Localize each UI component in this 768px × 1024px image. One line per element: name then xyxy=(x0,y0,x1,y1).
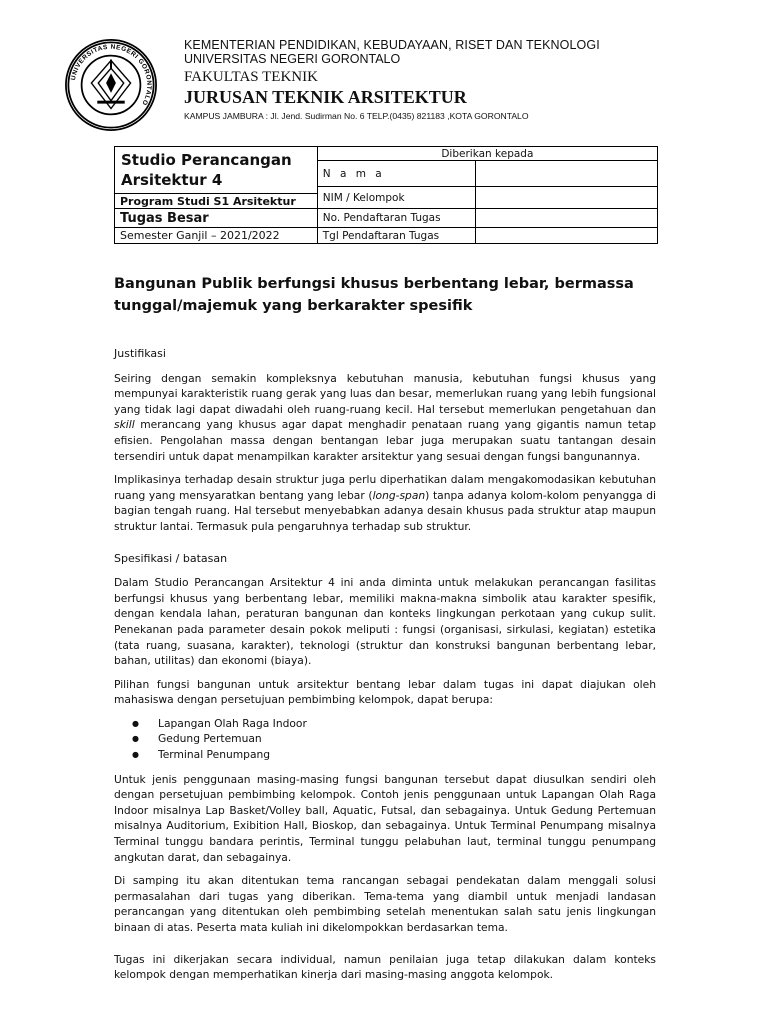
semester: Semester Ganjil – 2021/2022 xyxy=(115,228,318,244)
reg-date-value-cell xyxy=(476,228,658,244)
list-item: ● Lapangan Olah Raga Indoor xyxy=(158,716,656,732)
justification-paragraph-1: Seiring dengan semakin kompleksnya kebutuhan manusia, kebutuhan fungsi khusus yang mempunyai karakteristik ruang gerak yang luas dan besar, memerlukan ruang yang lebih fungsional yang tidak lagi dapat diwadahi oleh ruang-ruang kecil. Hal tersebut memerlukan pengetahuan dan skill merancang yang khusus agar dapat menghadir penataan ruang yang gigantis namun tetap efisien. Pengolahan massa dengan bentangan lebar juga merupakan suatu tantangan desain tersendiri untuk dapat menampilkan karakter arsitektur yang sesuai dengan fungsi bangunannya. xyxy=(114,371,656,463)
nim-value-cell xyxy=(476,187,658,209)
ministry-name: KEMENTERIAN PENDIDIKAN, KEBUDAYAAN, RISET DAN TEKNOLOGI xyxy=(184,38,600,52)
building-function-list xyxy=(114,716,656,763)
assignment-info-table xyxy=(114,146,658,244)
justification-heading: Justifikasi xyxy=(114,347,166,360)
studio-name: Studio Perancangan Arsitektur 4 xyxy=(115,147,318,194)
nim-label: NIM / Kelompok xyxy=(317,187,476,209)
list-item: ● Gedung Pertemuan xyxy=(158,731,656,747)
name-value-cell xyxy=(476,161,658,187)
campus-address: KAMPUS JAMBURA : Jl. Jend. Sudirman No. 6 TELP.(0435) 821183 ,KOTA GORONTALO xyxy=(184,111,529,121)
university-logo xyxy=(62,36,160,134)
university-name: UNIVERSITAS NEGERI GORONTALO xyxy=(184,52,401,66)
specification-paragraph-4: Di samping itu akan ditentukan tema rancangan sebagai pendekatan dalam menggali solusi permasalahan dari tugas yang diberikan. Tema-tema yang diambil untuk menjadi landasan perancangan yang ditentukan oleh pembimbing setelah menentukan salah satu jenis lingkungan binaan di atas. Peserta mata kuliah ini dikelompokkan berdasarkan tema. xyxy=(114,874,656,934)
specification-paragraph-5: Tugas ini dikerjakan secara individual, namun penilaian juga tetap dilakukan dalam konteks kelompok dengan memperhatikan kinerja dari masing-masing anggota kelompok. xyxy=(114,952,656,982)
program-name: Program Studi S1 Arsitektur xyxy=(115,194,318,209)
letterhead xyxy=(184,38,744,122)
specification-paragraph-3: Untuk jenis penggunaan masing-masing fungsi bangunan tersebut dapat diusulkan sendiri oleh dengan persetujuan pembimbing kelompok. Contoh jenis penggunaan untuk Lapangan Olah Raga Indoor misalnya Lap Basket/Volley ball, Aquatic, Futsal, dan sebagainya. Untuk Gedung Pertemuan misalnya Auditorium, Exibition Hall, Bioskop, dan sebagainya. Untuk Terminal Penumpang misalnya Terminal tunggu bandara perintis, Terminal tunggu pelabuhan laut, terminal tunggu penumpang angkutan darat, dan sebagainya. xyxy=(114,772,656,864)
justification-paragraph-2: Implikasinya terhadap desain struktur juga perlu diperhatikan dalam mengakomodasikan kebutuhan ruang yang mensyaratkan bentang yang lebar (long-span) tanpa adanya kolom-kolom penyangga di bagian tengah ruang. Hal tersebut menyebabkan adanya desain khusus pada struktur atap maupun struktur lantai. Termasuk pula pengaruhnya terhadap sub struktur. xyxy=(114,473,656,533)
specification-paragraph-1: Dalam Studio Perancangan Arsitektur 4 ini anda diminta untuk melakukan perancangan fasilitas berfungsi khusus yang berbentang lebar, memiliki makna-makna simbolik atau karakter spesifik, dengan kendala lahan, peraturan bangunan dan konteks lingkungan perkotaan yang cukup sulit. Penekanan pada parameter desain pokok meliputi : fungsi (organisasi, sirkulasi, kegiatan) estetika (tata ruang, suasana, karakter), teknologi (struktur dan konstruksi bangunan berbentang lebar, bahan, utilitas) dan ekonomi (biaya). xyxy=(114,576,656,668)
list-item: ● Terminal Penumpang xyxy=(158,747,656,763)
name-label: N a m a xyxy=(317,161,476,187)
reg-date-label: Tgl Pendaftaran Tugas xyxy=(317,228,476,244)
faculty-name: FAKULTAS TEKNIK xyxy=(184,69,318,85)
reg-no-value-cell xyxy=(476,209,658,228)
logo-ring-text: UNIVERSITAS NEGERI GORONTALO xyxy=(70,43,153,107)
document-body xyxy=(114,346,656,991)
assignment-title: Bangunan Publik berfungsi khusus berbentang lebar, bermassa tunggal/majemuk yang berkarakter spesifik xyxy=(114,276,634,314)
reg-no-label: No. Pendaftaran Tugas xyxy=(317,209,476,228)
given-to-label: Diberikan kepada xyxy=(317,147,657,161)
specification-heading: Spesifikasi / batasan xyxy=(114,551,228,565)
specification-paragraph-2: Pilihan fungsi bangunan untuk arsitektur bentang lebar dalam tugas ini dapat diajukan oleh mahasiswa dengan persetujuan pembimbing kelompok, dapat berupa: xyxy=(114,677,656,707)
department-name: JURUSAN TEKNIK ARSITEKTUR xyxy=(184,87,467,107)
assignment-type: Tugas Besar xyxy=(115,209,318,228)
